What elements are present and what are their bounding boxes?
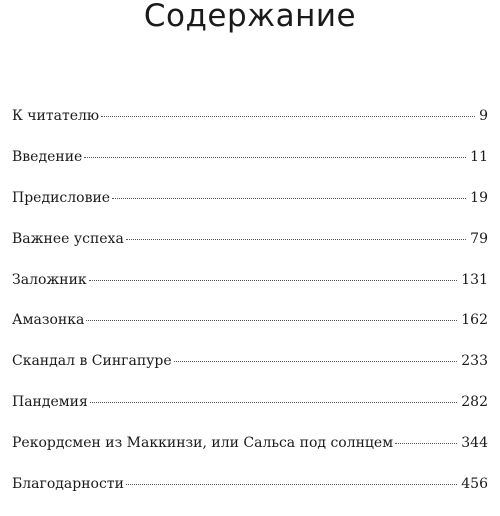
toc-entry-title: Пандемия	[12, 394, 88, 411]
toc-page-number: 131	[461, 271, 488, 288]
page-title: Содержание	[143, 0, 357, 34]
toc-entry	[12, 189, 488, 230]
toc-entry	[12, 311, 488, 352]
toc-entry-title: Амазонка	[12, 312, 85, 329]
toc-page-number: 282	[461, 394, 488, 411]
dot-leader	[395, 443, 457, 444]
dot-leader	[126, 239, 466, 240]
toc-page-number: 11	[470, 148, 488, 165]
toc-entry	[12, 271, 488, 312]
toc-entry-title: Заложник	[12, 271, 87, 288]
toc-entry-title: Важнее успеха	[12, 230, 124, 247]
toc-entry-title: Предисловие	[12, 189, 111, 206]
toc-page-number: 344	[461, 435, 488, 452]
toc-entry-title: Рекордсмен из Маккинзи, или Сальса под солнцем	[12, 435, 394, 452]
dot-leader	[174, 361, 458, 362]
table-of-contents	[12, 107, 488, 516]
toc-page-number: 19	[470, 189, 488, 206]
dot-leader	[112, 198, 466, 199]
toc-page-number: 9	[479, 108, 488, 124]
toc-entry	[12, 393, 488, 434]
toc-entry-title: Благодарности	[12, 476, 124, 493]
toc-entry	[12, 107, 488, 148]
toc-page-number: 233	[461, 353, 488, 370]
toc-entry	[12, 352, 488, 393]
dot-leader	[86, 320, 457, 321]
toc-page-number: 79	[470, 230, 488, 247]
toc-entry	[12, 148, 488, 189]
toc-page-number: 456	[461, 476, 488, 493]
toc-entry-title: К читателю	[12, 108, 100, 124]
toc-entry	[12, 230, 488, 271]
toc-entry	[12, 475, 488, 516]
dot-leader	[126, 484, 457, 485]
dot-leader	[89, 280, 458, 281]
dot-leader	[101, 116, 475, 117]
toc-entry-title: Скандал в Сингапуре	[12, 353, 172, 370]
dot-leader	[90, 402, 457, 403]
toc-entry	[12, 434, 488, 475]
toc-page-number: 162	[461, 312, 488, 329]
dot-leader	[84, 157, 466, 158]
toc-entry-title: Введение	[12, 148, 83, 165]
